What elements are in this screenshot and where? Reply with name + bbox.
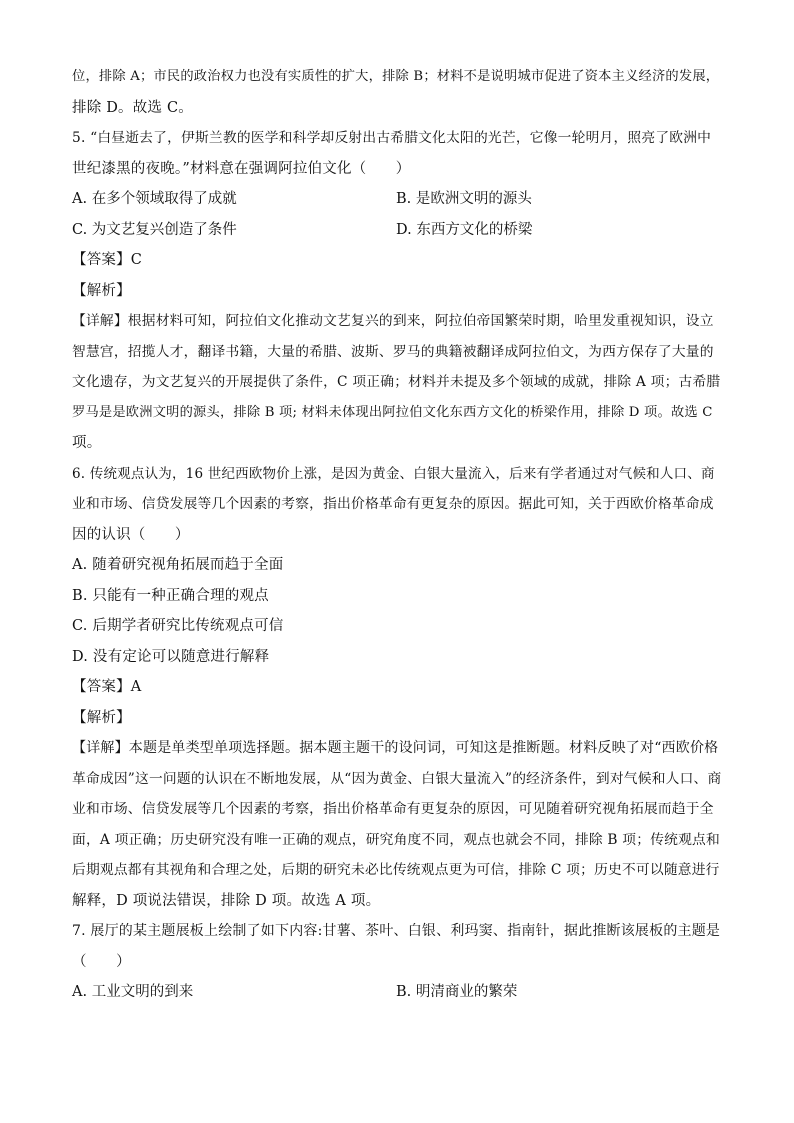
question-5-option-d: D. 东西方文化的桥梁 xyxy=(396,221,533,238)
question-6-option-b: B. 只能有一种正确合理的观点 xyxy=(72,587,269,604)
question-7-stem-line-2: （ ） xyxy=(72,953,131,970)
question-6-stem-line-2: 业和市场、信贷发展等几个因素的考察，指出价格革命有更复杂的原因。据此可知，关于西欧价格革命成 xyxy=(72,496,714,512)
intro-line-2: 排除 D。故选 C。 xyxy=(72,99,193,116)
question-6-detail-line-6: 解释，D 项说法错误，排除 D 项。故选 A 项。 xyxy=(72,892,381,909)
question-5-stem-line-1: 5. “白昼逝去了，伊斯兰教的医学和科学却反射出古希腊文化太阳的光芒，它像一轮明月，照亮了欧洲中 xyxy=(72,130,712,146)
question-6-stem-line-1: 6. 传统观点认为，16 世纪西欧物价上涨，是因为黄金、白银大量流入，后来有学者通过对气候和人口、商 xyxy=(72,465,715,482)
question-7-option-a: A. 工业文明的到来 xyxy=(72,984,194,1000)
question-6-answer: 【答案】A xyxy=(72,679,142,695)
question-6-detail-line-5: 后期观点都有其视角和合理之处，后期的研究未必比传统观点更为可信，排除 C 项；历史不可以随意进行 xyxy=(72,862,720,878)
question-5-options-row-1 xyxy=(72,184,722,215)
question-5-detail-line-3: 文化遗存，为文艺复兴的开展提供了条件，C 项正确；材料并未提及多个领域的成就，排除 A 项；古希腊 xyxy=(72,374,721,390)
question-5-detail-line-1: 【详解】根据材料可知，阿拉伯文化推动文艺复兴的到来，阿拉伯帝国繁荣时期，哈里发重视知识，设立 xyxy=(72,313,714,329)
question-7-option-b: B. 明清商业的繁荣 xyxy=(396,984,518,1000)
question-5-detail-line-2: 智慧宫，招揽人才，翻译书籍，大量的希腊、波斯、罗马的典籍被翻译成阿拉伯文，为西方保存了大量的 xyxy=(72,343,714,360)
question-6-detail-line-1: 【详解】本题是单类型单项选择题。据本题主题干的设问词，可知这是推断题。材料反映了对“西欧价格 xyxy=(72,740,719,756)
document-page xyxy=(72,62,722,1008)
question-5-option-c: C. 为文艺复兴创造了条件 xyxy=(72,221,237,238)
question-6-analysis-label: 【解析】 xyxy=(72,709,131,726)
question-5-option-a: A. 在多个领域取得了成就 xyxy=(72,191,237,207)
question-6-option-a: A. 随着研究视角拓展而趋于全面 xyxy=(72,557,284,573)
question-6-detail-line-2: 革命成因”这一问题的认识在不断地发展，从“因为黄金、白银大量流入”的经济条件，到对气候和人口、商 xyxy=(72,770,722,787)
question-5-stem-line-2: 世纪漆黑的夜晚。”材料意在强调阿拉伯文化（ ） xyxy=(72,160,411,177)
question-5-option-b: B. 是欧洲文明的源头 xyxy=(396,191,532,207)
question-5-detail-line-5: 项。 xyxy=(72,435,102,451)
question-7-options-row-1 xyxy=(72,977,722,1008)
question-6-option-c: C. 后期学者研究比传统观点可信 xyxy=(72,618,284,634)
question-5-analysis-label: 【解析】 xyxy=(72,282,131,299)
question-6-detail-line-4: 面，A 项正确；历史研究没有唯一正确的观点，研究角度不同，观点也就会不同，排除 B 项；传统观点和 xyxy=(72,831,720,848)
question-5-detail-line-4: 罗马是是欧洲文明的源头，排除 B 项; 材料未体现出阿拉伯文化东西方文化的桥梁作用，排除 D 项。故选 C xyxy=(72,404,713,420)
question-5-options-row-2 xyxy=(72,215,722,246)
question-5-answer: 【答案】C xyxy=(72,252,143,268)
question-6-stem-line-3: 因的认识（ ） xyxy=(72,526,190,543)
intro-line-1: 位，排除 A；市民的政治权力也没有实质性的扩大，排除 B；材料不是说明城市促进了资本主义经济的发展， xyxy=(72,69,720,84)
question-6-detail-line-3: 业和市场、信贷发展等几个因素的考察，指出价格革命有更复杂的原因，可见随着研究视角拓展而趋于全 xyxy=(72,801,714,817)
question-6-option-d: D. 没有定论可以随意进行解释 xyxy=(72,648,270,665)
question-7-stem-line-1: 7. 展厅的某主题展板上绘制了如下内容:甘薯、茶叶、白银、利玛窦、指南针，据此推断该展板的主题是 xyxy=(72,923,721,939)
